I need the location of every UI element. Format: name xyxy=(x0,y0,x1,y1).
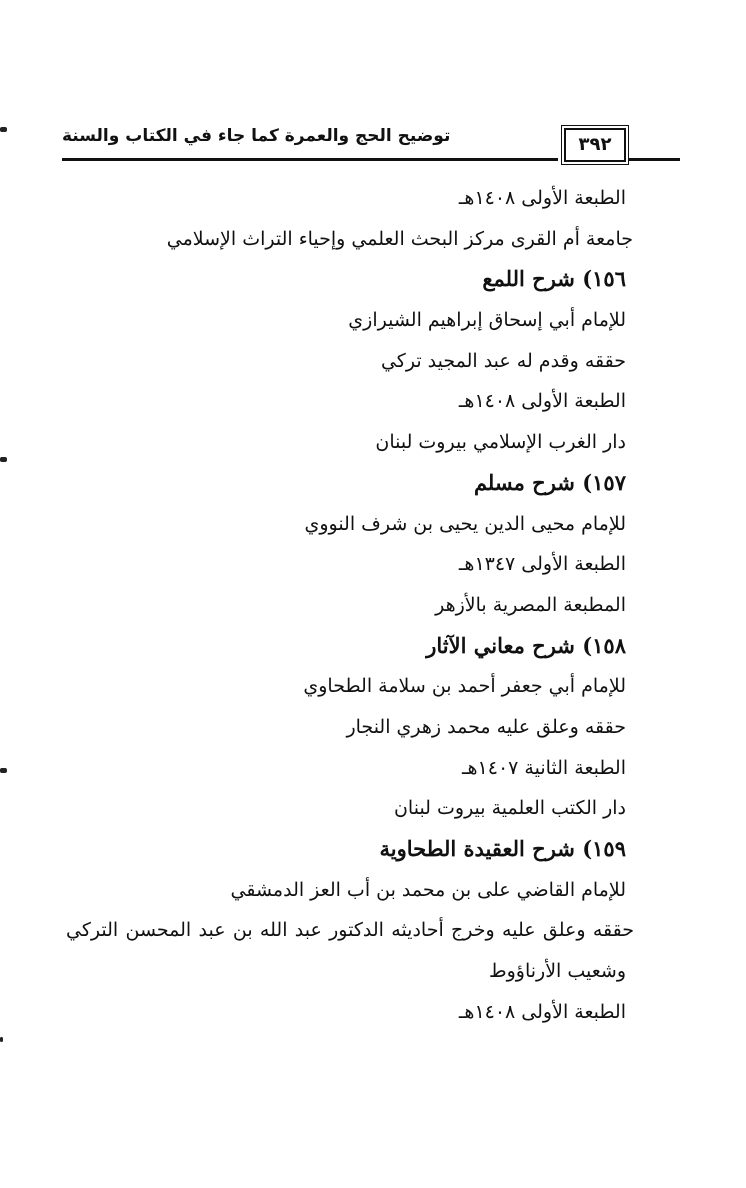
entry-heading: ١٥٧) شرح مسلم xyxy=(473,469,626,495)
entry-heading: ١٥٩) شرح العقيدة الطحاوية xyxy=(379,836,626,861)
text-line: دار الغرب الإسلامي بيروت لبنان xyxy=(375,431,626,454)
text-line: الطبعة الأولى ١٣٤٧هـ xyxy=(458,553,626,576)
text-line: حققه وقدم له عبد المجيد تركي xyxy=(380,349,626,372)
text-line: الطبعة الثانية ١٤٠٧هـ xyxy=(461,756,626,779)
text-line: حققه وعلق عليه وخرج أحاديثه الدكتور عبد الله بن عبد المحسن التركي xyxy=(66,919,634,942)
text-line: الطبعة الأولى ١٤٠٨هـ xyxy=(458,187,626,209)
edge-mark xyxy=(0,768,7,773)
book-title: توضيح الحج والعمرة كما جاء في الكتاب والسنة xyxy=(62,126,451,146)
text-line: للإمام القاضي على بن محمد بن أب العز الدمشقي xyxy=(230,878,626,901)
text-line: حققه وعلق عليه محمد زهري النجار xyxy=(346,715,626,738)
page-header xyxy=(62,118,680,170)
entry-heading: ١٥٨) شرح معاني الآثار xyxy=(426,632,626,658)
text-line: جامعة أم القرى مركز البحث العلمي وإحياء التراث الإسلامي xyxy=(166,227,633,250)
text-line: للإمام محيى الدين يحيى بن شرف النووي xyxy=(304,512,626,535)
page-number: ٣٩٢ xyxy=(564,128,626,162)
bibliography-list xyxy=(66,178,634,1032)
text-line: دار الكتب العلمية بيروت لبنان xyxy=(393,797,626,820)
text-line: الطبعة الأولى ١٤٠٨هـ xyxy=(458,390,626,413)
entry-heading: ١٥٦) شرح اللمع xyxy=(482,266,626,292)
text-line: للإمام أبي جعفر أحمد بن سلامة الطحاوي xyxy=(303,675,626,698)
header-rule-left xyxy=(62,158,558,161)
edge-mark xyxy=(0,1037,3,1042)
text-line: للإمام أبي إسحاق إبراهيم الشيرازي xyxy=(348,309,626,332)
text-line: الطبعة الأولى ١٤٠٨هـ xyxy=(458,1000,626,1023)
text-line: المطبعة المصرية بالأزهر xyxy=(435,593,626,616)
header-rule-right xyxy=(628,158,680,161)
edge-mark xyxy=(0,457,7,462)
text-line: وشعيب الأرناؤوط xyxy=(489,960,626,983)
edge-mark xyxy=(0,127,7,132)
